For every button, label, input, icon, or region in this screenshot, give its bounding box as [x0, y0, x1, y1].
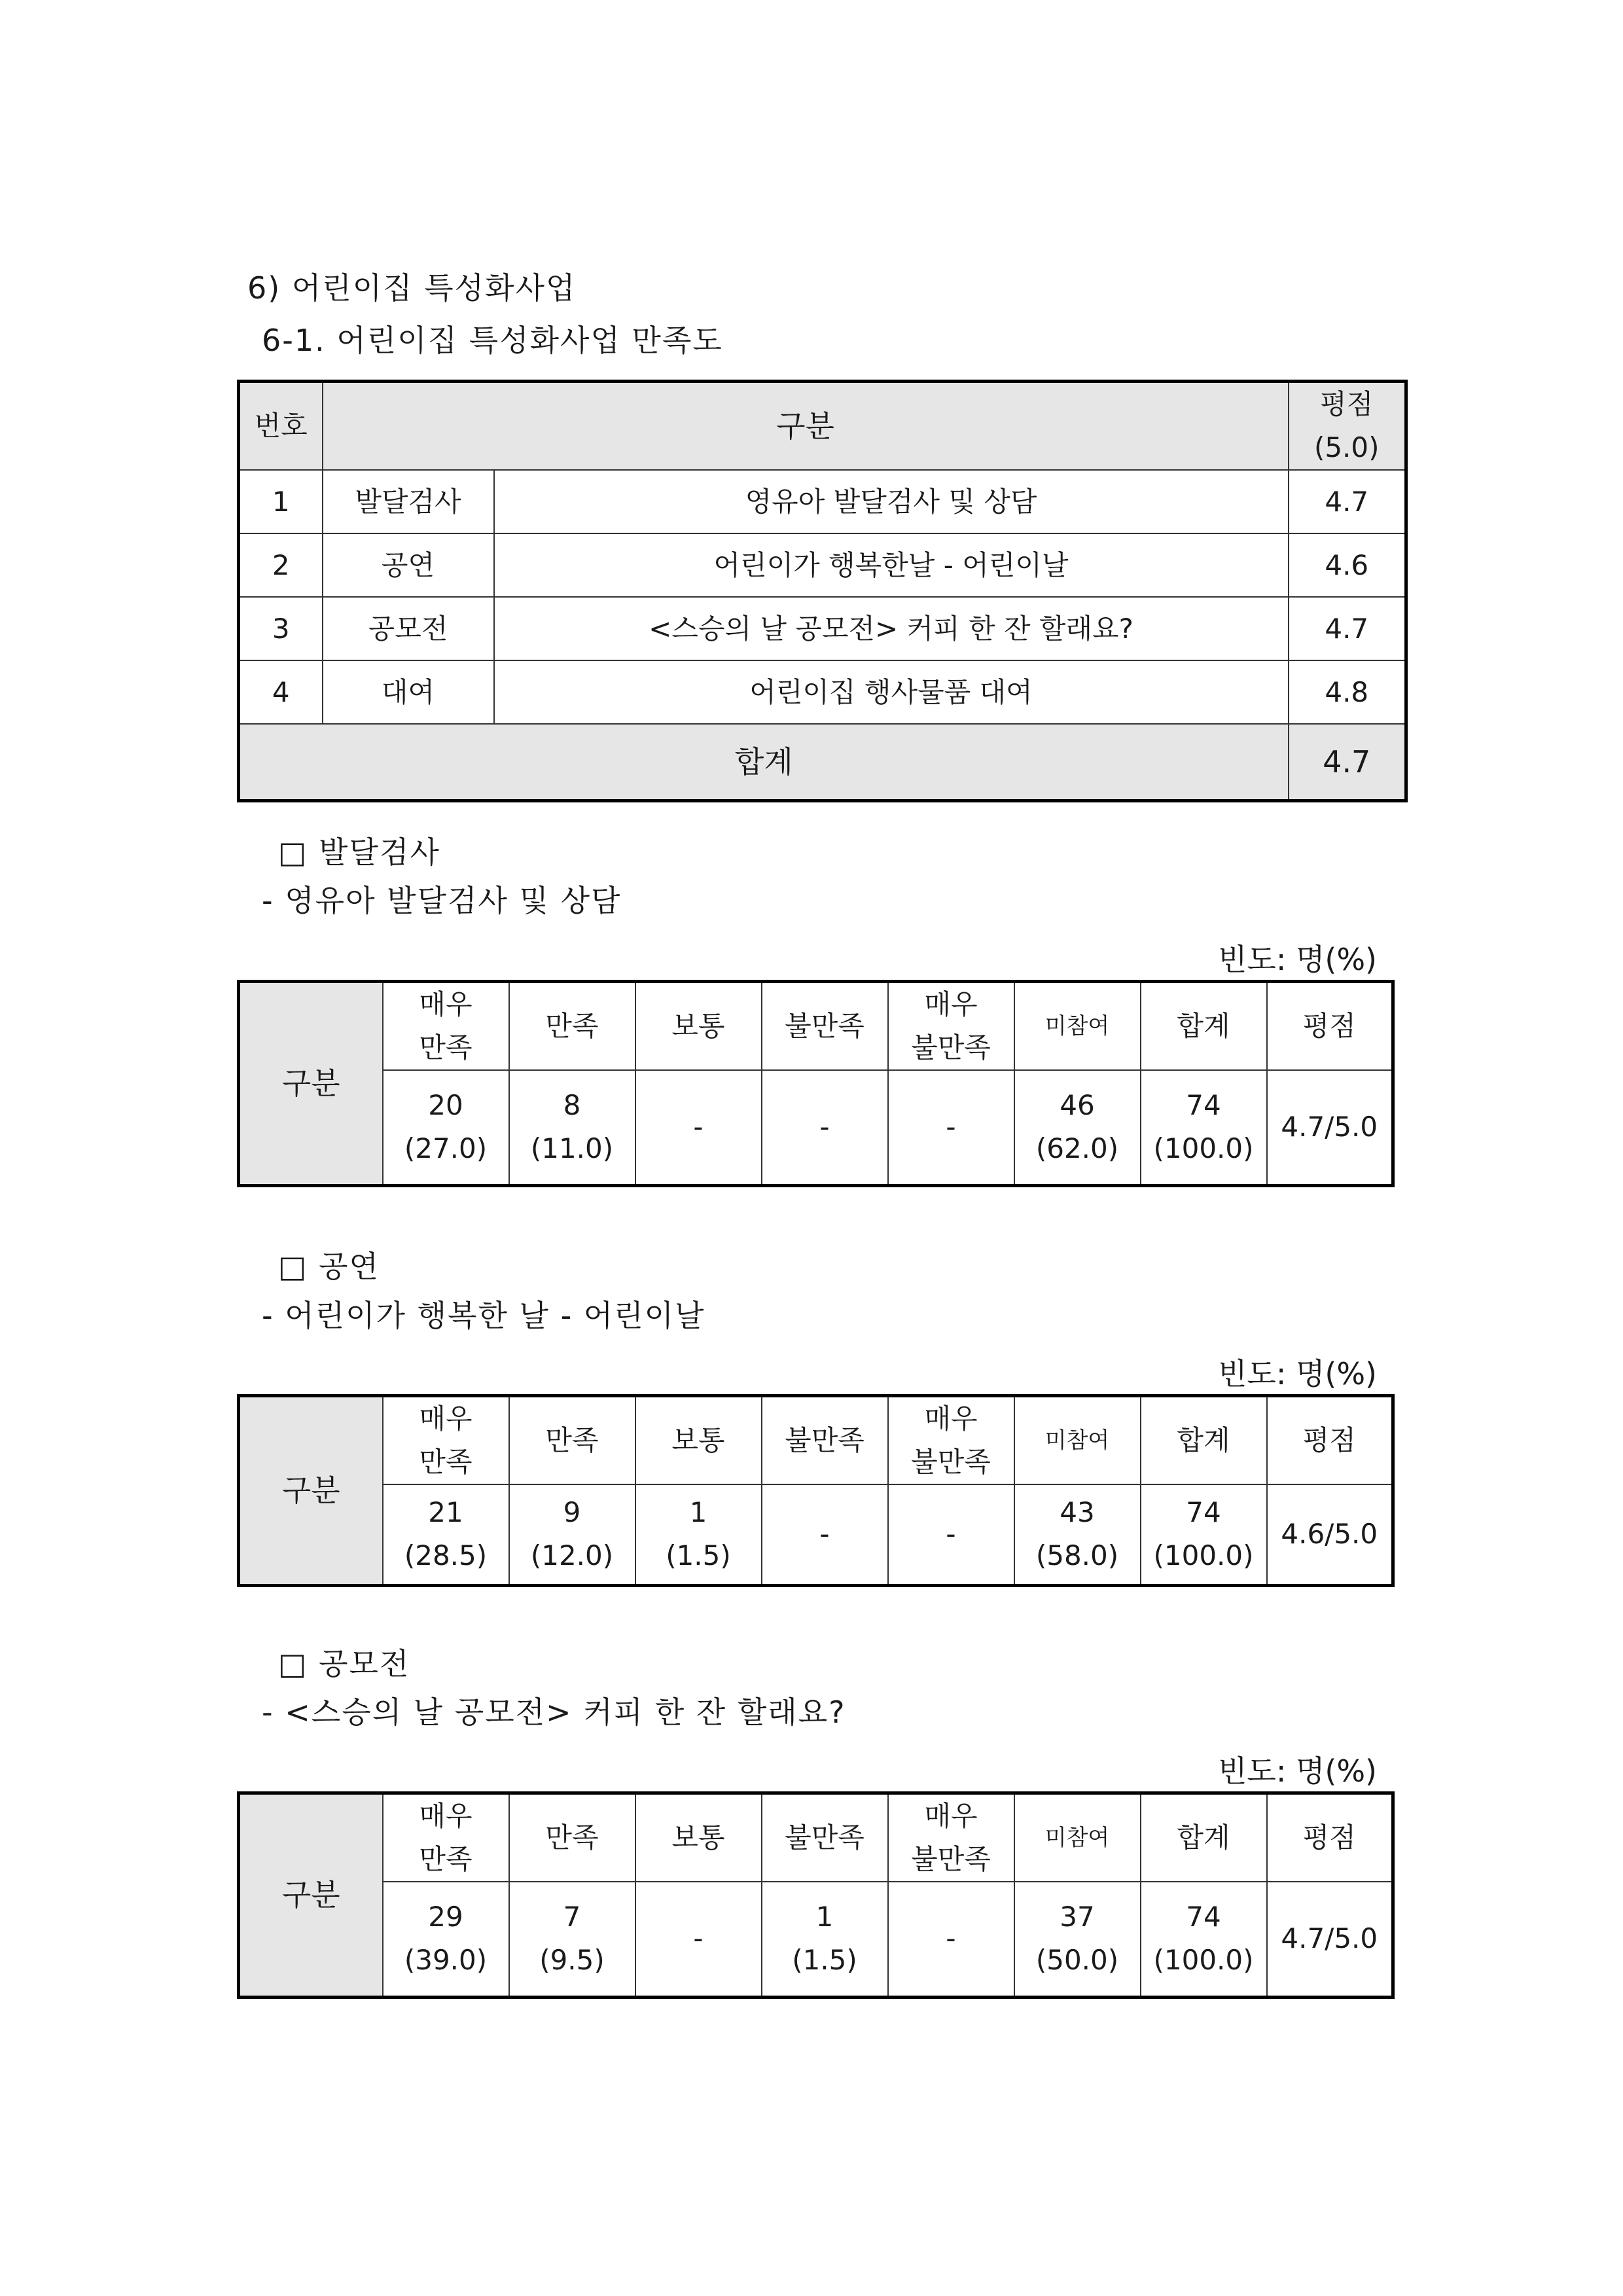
freq-not-participated: 미참여 [1014, 1793, 1141, 1882]
very-dissatisfied-line2: 불만족 [911, 1843, 991, 1875]
very-dissatisfied-line1: 매우 [924, 988, 978, 1020]
total-score: 4.7 [1289, 724, 1406, 800]
freq-total: 합계 [1141, 1396, 1267, 1485]
cell-count: 1 [689, 1496, 707, 1529]
row-no: 4 [239, 660, 323, 724]
row-type: 공모전 [323, 597, 494, 660]
cell-dissatisfied: - [762, 1070, 888, 1185]
cell-very-dissatisfied: - [888, 1070, 1014, 1185]
summary-header-row [239, 382, 1406, 471]
cell-count: 29 [428, 1901, 463, 1933]
cell-count: 46 [1060, 1089, 1095, 1122]
cell-count: 1 [815, 1901, 834, 1933]
section-heading: □ 공모전 [278, 1646, 410, 1681]
freq-header-row [239, 1793, 1393, 1882]
table-row [239, 1484, 1393, 1585]
row-type: 발달검사 [323, 470, 494, 533]
very-dissatisfied-line2: 불만족 [911, 1031, 991, 1064]
section-heading: □ 공연 [278, 1249, 380, 1284]
section-subheading: - 영유아 발달검사 및 상담 [262, 883, 622, 918]
cell-percent: (58.0) [1035, 1539, 1119, 1572]
freq-satisfied: 만족 [509, 982, 635, 1071]
frequency-table [237, 1791, 1395, 1999]
cell-count: 21 [428, 1496, 463, 1529]
freq-very-dissatisfied [888, 982, 1014, 1071]
row-desc: 어린이집 행사물품 대여 [494, 660, 1289, 724]
cell-not-participated [1014, 1070, 1141, 1185]
freq-very-dissatisfied [888, 1396, 1014, 1485]
cell-score: 4.6/5.0 [1267, 1484, 1393, 1585]
unit-label: 빈도: 명(%) [1217, 1753, 1377, 1789]
section-subheading: - <스승의 날 공모전> 커피 한 잔 할래요? [262, 1695, 846, 1730]
cell-satisfied [509, 1882, 635, 1997]
freq-satisfied: 만족 [509, 1793, 635, 1882]
table-row [239, 470, 1406, 533]
very-dissatisfied-line1: 매우 [924, 1403, 978, 1435]
freq-score: 평점 [1267, 1793, 1393, 1882]
freq-normal: 보통 [635, 1793, 762, 1882]
freq-very-satisfied [383, 1396, 509, 1485]
cell-count: 9 [563, 1496, 581, 1529]
row-type: 대여 [323, 660, 494, 724]
row-no: 1 [239, 470, 323, 533]
very-satisfied-line1: 매우 [419, 1403, 473, 1435]
cell-percent: (100.0) [1153, 1132, 1254, 1165]
cell-normal: - [635, 1070, 762, 1185]
cell-count: 37 [1060, 1901, 1095, 1933]
table-row [239, 1070, 1393, 1185]
header-category: 구분 [323, 382, 1289, 471]
cell-normal [635, 1484, 762, 1585]
cell-count: 74 [1186, 1496, 1221, 1529]
cell-total [1141, 1484, 1267, 1585]
freq-dissatisfied: 불만족 [762, 982, 888, 1071]
cell-percent: (27.0) [404, 1132, 488, 1165]
very-satisfied-line2: 만족 [419, 1843, 473, 1875]
cell-percent: (62.0) [1035, 1132, 1119, 1165]
header-score [1289, 382, 1406, 471]
header-score-line1: 평점 [1320, 388, 1374, 420]
very-satisfied-line2: 만족 [419, 1446, 473, 1478]
cell-count: 43 [1060, 1496, 1095, 1529]
cell-percent: (11.0) [530, 1132, 614, 1165]
cell-percent: (9.5) [539, 1944, 605, 1977]
cell-percent: (28.5) [404, 1539, 488, 1572]
cell-not-participated [1014, 1484, 1141, 1585]
table-row [239, 597, 1406, 660]
cell-count: 20 [428, 1089, 463, 1122]
unit-label: 빈도: 명(%) [1217, 1356, 1377, 1391]
cell-score: 4.7/5.0 [1267, 1882, 1393, 1997]
summary-total-row [239, 724, 1406, 800]
cell-very-satisfied [383, 1070, 509, 1185]
header-no: 번호 [239, 382, 323, 471]
freq-header-row [239, 1396, 1393, 1485]
frequency-table [237, 1394, 1395, 1587]
row-score: 4.7 [1289, 597, 1406, 660]
cell-percent: (100.0) [1153, 1944, 1254, 1977]
header-score-line2: (5.0) [1313, 431, 1380, 463]
subsection-title: 6-1. 어린이집 특성화사업 만족도 [262, 323, 723, 358]
cell-count: 8 [563, 1089, 581, 1122]
row-score: 4.6 [1289, 533, 1406, 597]
freq-category: 구분 [239, 1396, 383, 1586]
very-satisfied-line2: 만족 [419, 1031, 473, 1064]
row-score: 4.7 [1289, 470, 1406, 533]
freq-total: 합계 [1141, 1793, 1267, 1882]
freq-very-dissatisfied [888, 1793, 1014, 1882]
section-subheading: - 어린이가 행복한 날 - 어린이날 [262, 1298, 705, 1333]
row-desc: 어린이가 행복한날 - 어린이날 [494, 533, 1289, 597]
freq-dissatisfied: 불만족 [762, 1793, 888, 1882]
cell-percent: (39.0) [404, 1944, 488, 1977]
very-dissatisfied-line1: 매우 [924, 1800, 978, 1832]
section-heading: □ 발달검사 [278, 834, 440, 870]
freq-very-satisfied [383, 982, 509, 1071]
cell-very-satisfied [383, 1484, 509, 1585]
freq-not-participated: 미참여 [1014, 982, 1141, 1071]
table-row [239, 533, 1406, 597]
freq-category: 구분 [239, 1793, 383, 1998]
cell-count: 74 [1186, 1901, 1221, 1933]
row-no: 3 [239, 597, 323, 660]
freq-total: 합계 [1141, 982, 1267, 1071]
freq-dissatisfied: 불만족 [762, 1396, 888, 1485]
freq-very-satisfied [383, 1793, 509, 1882]
total-label: 합계 [239, 724, 1289, 800]
cell-very-dissatisfied: - [888, 1484, 1014, 1585]
row-desc: 영유아 발달검사 및 상담 [494, 470, 1289, 533]
cell-very-satisfied [383, 1882, 509, 1997]
cell-percent: (1.5) [666, 1539, 731, 1572]
frequency-table [237, 980, 1395, 1187]
very-satisfied-line1: 매우 [419, 988, 473, 1020]
cell-score: 4.7/5.0 [1267, 1070, 1393, 1185]
cell-very-dissatisfied: - [888, 1882, 1014, 1997]
cell-total [1141, 1070, 1267, 1185]
row-desc: <스승의 날 공모전> 커피 한 잔 할래요? [494, 597, 1289, 660]
table-row [239, 660, 1406, 724]
row-score: 4.8 [1289, 660, 1406, 724]
cell-satisfied [509, 1484, 635, 1585]
summary-table [237, 380, 1408, 802]
freq-category: 구분 [239, 982, 383, 1186]
freq-not-participated: 미참여 [1014, 1396, 1141, 1485]
cell-percent: (12.0) [530, 1539, 614, 1572]
section-title: 6) 어린이집 특성화사업 [247, 270, 577, 306]
cell-dissatisfied: - [762, 1484, 888, 1585]
cell-normal: - [635, 1882, 762, 1997]
freq-satisfied: 만족 [509, 1396, 635, 1485]
freq-header-row [239, 982, 1393, 1071]
row-type: 공연 [323, 533, 494, 597]
row-no: 2 [239, 533, 323, 597]
table-row [239, 1882, 1393, 1997]
freq-score: 평점 [1267, 982, 1393, 1071]
very-dissatisfied-line2: 불만족 [911, 1446, 991, 1478]
cell-count: 7 [563, 1901, 581, 1933]
unit-label: 빈도: 명(%) [1217, 942, 1377, 977]
freq-normal: 보통 [635, 982, 762, 1071]
cell-total [1141, 1882, 1267, 1997]
cell-percent: (100.0) [1153, 1539, 1254, 1572]
cell-count: 74 [1186, 1089, 1221, 1122]
freq-score: 평점 [1267, 1396, 1393, 1485]
cell-not-participated [1014, 1882, 1141, 1997]
cell-satisfied [509, 1070, 635, 1185]
cell-percent: (1.5) [792, 1944, 857, 1977]
freq-normal: 보통 [635, 1396, 762, 1485]
cell-dissatisfied [762, 1882, 888, 1997]
cell-percent: (50.0) [1035, 1944, 1119, 1977]
very-satisfied-line1: 매우 [419, 1800, 473, 1832]
